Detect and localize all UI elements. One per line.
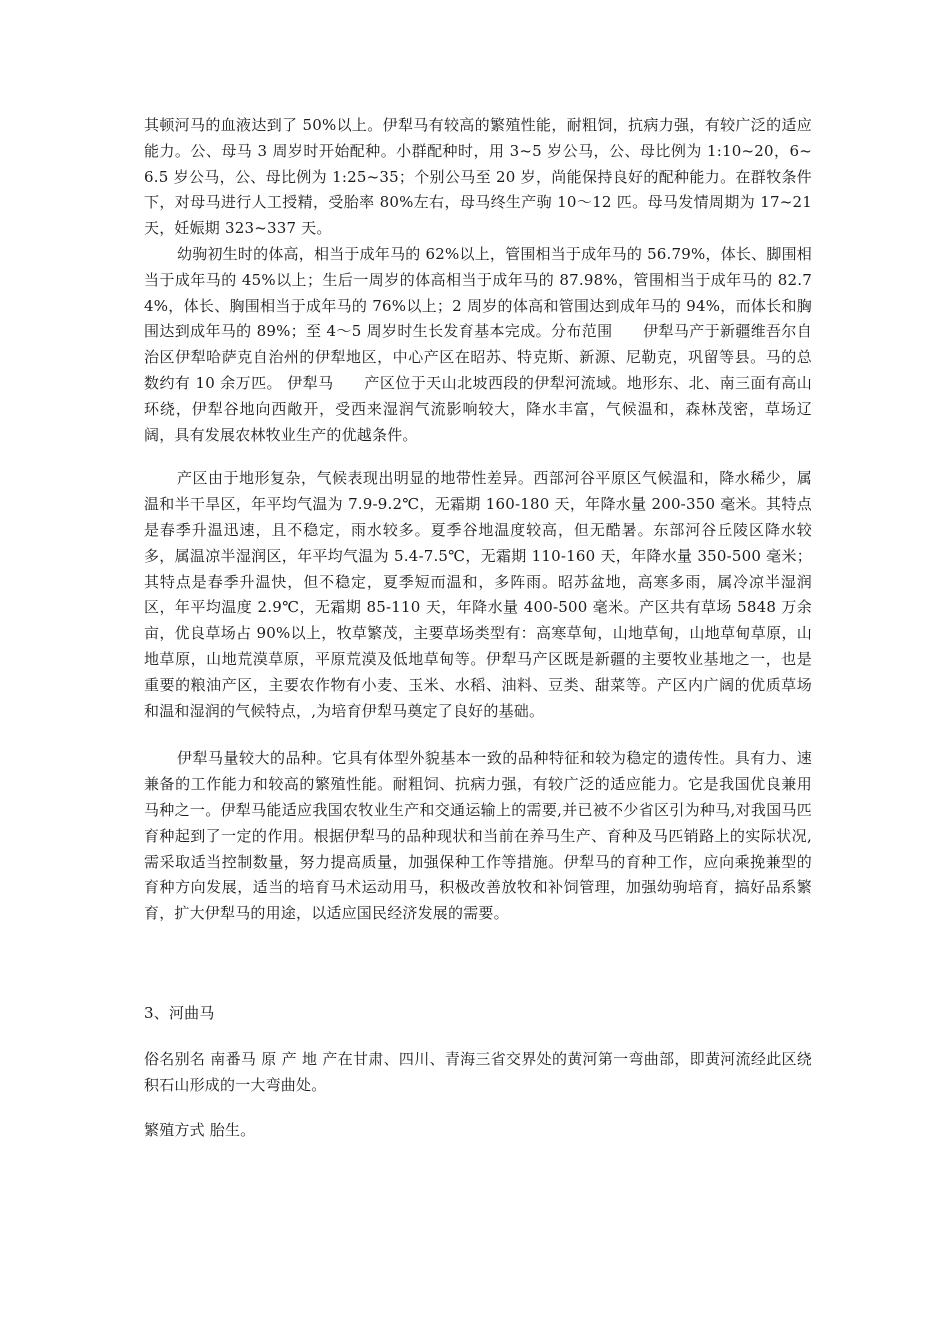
paragraph-climate: 产区由于地形复杂，气候表现出明显的地带性差异。西部河谷平原区气候温和，降水稀少，属温和半干旱区，年平均气温为 7.9-9.2℃，无霜期 160-180 天，年降水量 200-350 毫米。其特点是春季升温迅速，且不稳定，雨水较多。夏季谷地温度较高，但无酷暑。东部河谷丘陵区降水较多，属温凉半湿润区，年平均气温为 5.4-7.5℃，无霜期 110-160 天，年降水量 350-500 毫米；其特点是春季升温快，但不稳定，夏季短而温和，多阵雨。昭苏盆地，高寒多雨，属冷凉半湿润区，年平均温度 2.9℃，无霜期 85-110 天，年降水量 400-500 毫米。产区共有草场 5848 万余亩，优良草场占 90%以上，牧草繁茂，主要草场类型有：高寒草甸，山地草甸，山地草甸草原，山地草原，山地荒漠草原，平原荒漠及低地草甸等。伊犁马产区既是新疆的主要牧业基地之一，也是重要的粮油产区，主要农作物有小麦、玉米、水稻、油料、豆类、甜菜等。产区内广阔的优质草场和温和湿润的气候特点，,为培育伊犁马奠定了良好的基础。 xyxy=(144,469,812,720)
paragraph-breeding-method: 繁殖方式 胎生。 xyxy=(144,1121,256,1140)
paragraph-origin: 俗名别名 南番马 原 产 地 产在甘肃、四川、青海三省交界处的黄河第一弯曲部，即黄河流经此区绕积石山形成的一大弯曲处。 xyxy=(144,1049,812,1094)
section-heading: 3、河曲马 xyxy=(144,1003,215,1022)
paragraph-breed-summary: 伊犁马量较大的品种。它具有体型外貌基本一致的品种特征和较为稳定的遗传性。具有力、速兼备的工作能力和较高的繁殖性能。耐粗饲、抗病力强，有较广泛的适应能力。它是我国优良兼用马种之一。伊犁马能适应我国农牧业生产和交通运输上的需要,并已被不少省区引为种马,对我国马匹育种起到了一定的作用。根据伊犁马的品种现状和当前在养马生产、育种及马匹销路上的实际状况,需采取适当控制数量，努力提高质量，加强保种工作等措施。伊犁马的育种工作，应向乘挽兼型的育种方向发展，适当的培育马术运动用马，积极改善放牧和补饲管理，加强幼驹培育，搞好品系繁育，扩大伊犁马的用途，以适应国民经济发展的需要。 xyxy=(144,749,812,923)
paragraph-growth-distribution: 幼驹初生时的体高，相当于成年马的 62%以上，管围相当于成年马的 56.79%，体长、脚围相当于成年马的 45%以上；生后一周岁的体高相当于成年马的 87.98%，管围相当于成年马的 82.74%，体长、胸围相当于成年马的 76%以上；2 周岁的体高和管围达到成年马的 94%，而体长和胸围达到成年马的 89%；至 4～5 周岁时生长发育基本完成。分布范围 伊犁马产于新疆维吾尔自治区伊犁哈萨克自治州的伊犁地区，中心产区在昭苏、特克斯、新源、尼勒克，巩留等县。马的总数约有 10 余万匹。 伊犁马 产区位于天山北坡西段的伊犁河流域。地形东、北、南三面有高山环绕，伊犁谷地向西敞开，受西来湿润气流影响较大，降水丰富，气候温和，森林茂密，草场辽阔，具有发展农林牧业生产的优越条件。 xyxy=(144,244,812,444)
paragraph-reproduction: 其顿河马的血液达到了 50%以上。伊犁马有较高的繁殖性能，耐粗饲，抗病力强，有较广泛的适应能力。公、母马 3 周岁时开始配种。小群配种时，用 3~5 岁公马，公、母比例为 1:10~20，6~6.5 岁公马，公、母比例为 1:25~35；个别公马至 20 岁，尚能保持良好的配种能力。在群牧条件下，对母马进行人工授精，受胎率 80%左右，母马终生产驹 10～12 匹。母马发情周期为 17~21 天，妊娠期 323~337 天。 xyxy=(144,116,812,238)
document-page xyxy=(144,113,812,1144)
